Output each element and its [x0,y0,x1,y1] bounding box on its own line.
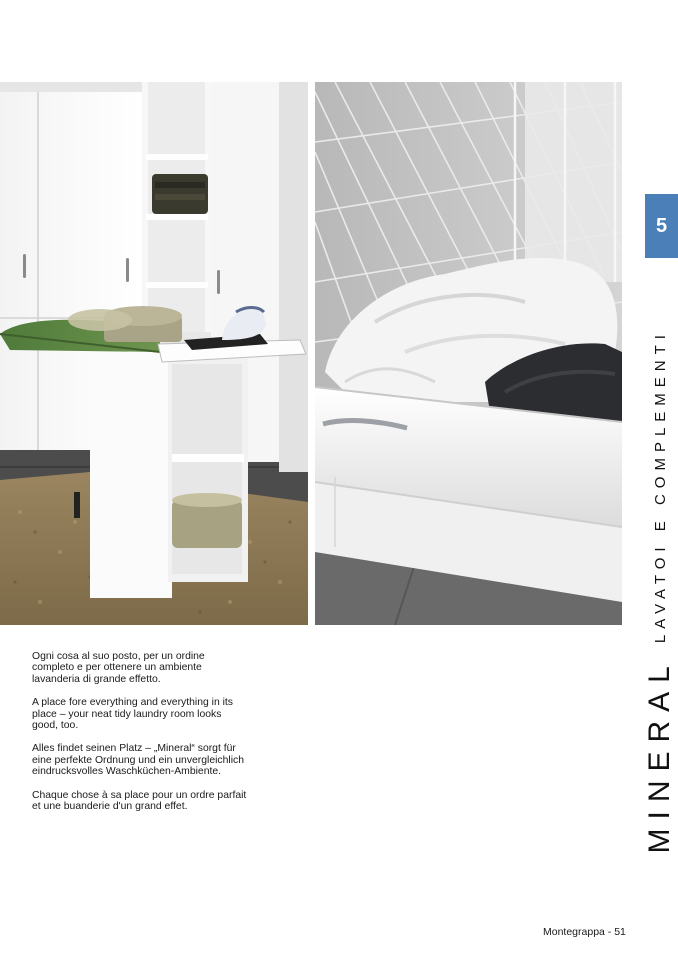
chapter-number: 5 [655,214,668,237]
paragraph-german: Alles findet seinen Platz – „Mineral“ sorgt für eine perfekte Ordnung und ein unvergleichlich eindrucksvolles Waschküchen-Ambiente. [32,743,244,778]
description-text [32,651,247,824]
section-subtitle: LAVATOI E COMPLEMENTI [651,328,669,643]
section-title-vertical [642,268,678,853]
chapter-tab [645,194,678,258]
photo-laundry-cabinets [0,82,308,625]
photo-laundry-basket-drawer [315,82,622,625]
brand-name: MINERAL [643,656,676,853]
page-number: Montegrappa - 51 [543,926,626,938]
paragraph-french: Chaque chose à sa place pour un ordre parfait et une buanderie d'un grand effet. [32,789,247,813]
paragraph-italian: Ogni cosa al suo posto, per un ordine completo e per ottenere un ambiente lavanderia di grande effetto. [32,651,205,685]
paragraph-english: A place fore everything and everything in its place – your neat tidy laundry room looks good, too. [32,697,234,732]
